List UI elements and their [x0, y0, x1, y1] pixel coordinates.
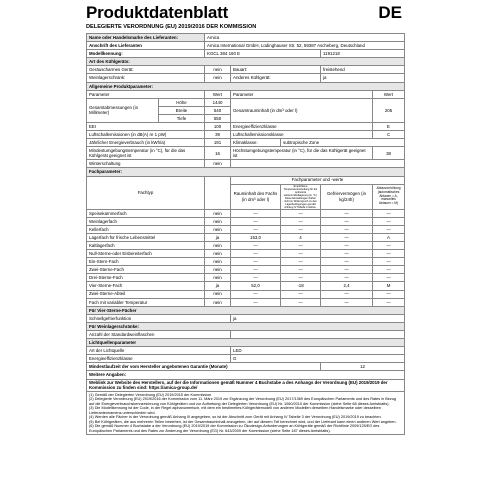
energy-class-value: E: [373, 123, 405, 131]
light-class-value: G: [231, 355, 405, 363]
light-type-row: [87, 347, 405, 355]
compartment-row: [87, 225, 405, 233]
energy-row: [87, 139, 405, 147]
compartment-row: [87, 258, 405, 266]
compartments-section: [87, 168, 405, 176]
general-section: [87, 82, 405, 90]
compartment-name: Null-Sterne-oder Eisbereiterfach: [87, 250, 205, 258]
warranty-value: 12: [321, 363, 405, 371]
compartment-defrost: —: [373, 241, 405, 249]
footnote: (6) Die gemäß Nummer 4 Buchstabe a der Verordnung (EU) 2019/2019 der Kommission zu Ökodesign-Anforderungen an Kühlgeräte gemäß der Richtlinie 2009/125/EG des Europäischen Parlaments und des Rates zur Änderung der Verordnung (EG) Nr. 643/2009 der Kommission (siehe Seite 187 dieses Amtsblatts).: [89, 424, 380, 433]
light-heading: Lichtquellenparameter: [87, 339, 405, 347]
compartment-volume: —: [231, 266, 281, 274]
compartment-present: nein: [205, 217, 231, 225]
compartment-volume: —: [231, 209, 281, 217]
footnote: (5) Bei Kühlgeräten, die aus mehreren Teilen bestehen, ist der Gesamtrauminhalt anzugeben, der auf diesem Teil berechnet wird, und der Lieferant kann einen anderen Wert angeben.: [89, 419, 397, 424]
quick-freeze-label: Schnellgefrierfunktion: [87, 314, 231, 322]
compartment-row: [87, 217, 405, 225]
compartment-freeze: —: [321, 225, 373, 233]
compartment-defrost: —: [373, 217, 405, 225]
other-value: ja: [321, 74, 405, 82]
compartment-row: [87, 233, 405, 241]
compartment-freeze: —: [321, 298, 373, 306]
noise-class-value: C: [373, 131, 405, 139]
depth-label: Tiefe: [159, 114, 205, 122]
noise-row: [87, 131, 405, 139]
climate-value: subtropische Zone: [281, 139, 405, 147]
depth-value: 550: [205, 114, 231, 122]
compartments-group-row: [87, 176, 405, 184]
compartment-name: Ein-Stern-Fach: [87, 258, 205, 266]
climate-label: Klimaklasse:: [231, 139, 281, 147]
col-volume-header: Rauminhalt des Fachs (in dm³ oder l): [231, 184, 281, 209]
blank-cell: [231, 160, 405, 168]
compartment-temp: —: [281, 298, 321, 306]
col-defrost-header: Abtauvorrichtung (automatisches Abtauen = A, manuelles Abtauen = M): [373, 184, 405, 209]
volume-label: Gesamtrauminhalt (in dm³ oder l): [231, 98, 373, 122]
brand-value: Amica: [205, 34, 405, 42]
compartment-freeze: —: [321, 266, 373, 274]
compartment-name: Zwei-Sterne-Abteil: [87, 290, 205, 298]
param-header-2: Parameter: [231, 90, 373, 98]
compartment-temp: —: [281, 274, 321, 282]
compartment-row: [87, 241, 405, 249]
extra-row: [87, 371, 405, 379]
quiet-value: nein: [205, 66, 231, 74]
compartment-volume: —: [231, 217, 281, 225]
compartment-name: Lagerfach für frische Lebensmittel: [87, 233, 205, 241]
footnotes: [87, 391, 405, 435]
height-row: [87, 98, 405, 106]
winter-value: nein: [205, 160, 231, 168]
footnote: (4) Werden alle Fächer in der Verordnung gemäß Anhang III angegeben, so ist der Abschnitt zum Gerät mit Anhang IV Tabelle 3 der Verordnung (EU) 2019/2019 zu beachten.: [89, 415, 382, 420]
quick-freeze-value: ja: [231, 314, 405, 322]
page-title: Produktdatenblatt: [86, 3, 229, 22]
warranty-label: Mindestlaufzeit der vom Hersteller angebotenen Garantie (Monate): [87, 363, 321, 371]
weblink-row: [87, 379, 405, 391]
compartment-defrost: —: [373, 298, 405, 306]
compartment-name: Drei-Sterne-Fach: [87, 274, 205, 282]
compartment-volume: 52,0: [231, 282, 281, 290]
compartment-defrost: —: [373, 266, 405, 274]
compartment-volume: —: [231, 298, 281, 306]
compartment-row: [87, 282, 405, 290]
compartment-row: [87, 250, 405, 258]
supplier-brand-row: [87, 34, 405, 42]
blank-cell: [205, 176, 231, 209]
value-header-2: Wert: [373, 90, 405, 98]
compartment-freeze: —: [321, 258, 373, 266]
compartment-present: ja: [205, 233, 231, 241]
compartment-name: Kaltlagerfach: [87, 241, 205, 249]
compartment-defrost: —: [373, 250, 405, 258]
winter-row: [87, 160, 405, 168]
language-code: DE: [378, 3, 402, 22]
address-value: Amica International GmbH, Lüdinghauser Str. 52, 59387 Ascheberg, Deutschland: [205, 42, 405, 50]
other-label: Anderes Kühlgerät:: [231, 74, 321, 82]
title-bar: [86, 4, 404, 24]
device-type-heading: Art des Kühlgeräts:: [87, 58, 405, 66]
model-number: 1191218: [321, 50, 405, 58]
product-data-sheet: [86, 4, 404, 435]
device-type-section: [87, 58, 405, 66]
four-star-heading: Für Vier-Sterne-Fächer: [87, 306, 405, 314]
compartment-temp: —: [281, 290, 321, 298]
quiet-label: Geräuscharmes Gerät:: [87, 66, 205, 74]
compartment-row: [87, 274, 405, 282]
compartment-defrost: —: [373, 258, 405, 266]
energy-class-label: Energieeffizienzklasse: [231, 123, 373, 131]
four-star-section: [87, 306, 405, 314]
height-value: 1440: [205, 98, 231, 106]
compartment-temp: —: [281, 266, 321, 274]
compartment-temp: —: [281, 250, 321, 258]
wine-bottles-row: [87, 331, 405, 339]
compartment-defrost: M: [373, 282, 405, 290]
winter-label: Winterschaltung: [87, 160, 205, 168]
light-class-label: Energieeffizienzklasse: [87, 355, 231, 363]
compartment-freeze: —: [321, 241, 373, 249]
compartment-name: Zwei-Sterne-Fach: [87, 266, 205, 274]
compartment-volume: —: [231, 241, 281, 249]
light-type-label: Art der Lichtquelle: [87, 347, 231, 355]
compartment-defrost: —: [373, 274, 405, 282]
value-header: Wert: [205, 90, 231, 98]
compartment-row: [87, 298, 405, 306]
compartment-present: nein: [205, 209, 231, 217]
brand-label: Name oder Handelsmarke des Lieferanten:: [87, 34, 205, 42]
compartment-temp: 4: [281, 233, 321, 241]
compartment-volume: —: [231, 274, 281, 282]
compartment-freeze: —: [321, 250, 373, 258]
compartment-row: [87, 209, 405, 217]
wine-heading: Für Weinlagerschränke:: [87, 322, 405, 330]
noise-class-label: Luftschallemissionsklasse: [231, 131, 373, 139]
eei-label: EEI: [87, 123, 205, 131]
compartment-volume: —: [231, 225, 281, 233]
col-freeze-header: Gefriervermögen (in kg/24h): [321, 184, 373, 209]
volume-value: 205: [373, 98, 405, 122]
wine-value: nein: [205, 74, 231, 82]
address-label: Anschrift des Lieferanten: [87, 42, 205, 50]
dims-label: Gesamtabmessungen (in Millimeter): [87, 98, 159, 122]
compartment-defrost: —: [373, 225, 405, 233]
compartment-present: nein: [205, 298, 231, 306]
compartment-present: nein: [205, 241, 231, 249]
noise-value: 39: [205, 131, 231, 139]
quick-freeze-row: [87, 314, 405, 322]
compartment-volume: 153,0: [231, 233, 281, 241]
param-header: Parameter: [87, 90, 205, 98]
footnote: (3) Die Modellkennung ist der Code, in der Regel alphanumerisch, mit dem ein bestimmtes Kühlgerätemodell von anderen Modellen derselben Handelsmarke oder desselben Lieferantennamens unterschieden wird.: [89, 406, 381, 415]
compartment-defrost: —: [373, 290, 405, 298]
general-header-row: [87, 90, 405, 98]
compartment-defrost: —: [373, 209, 405, 217]
col-type-header: Fachtyp: [87, 176, 205, 209]
footnote: (1) Gemäß der Delegierten Verordnung (EU) 2019/2015 der Kommission: [89, 392, 212, 397]
design-label: Bauart:: [231, 66, 321, 74]
compartment-temp: —: [281, 258, 321, 266]
supplier-address-row: [87, 42, 405, 50]
col-temp-header: Empfohlene Temperatureinstellung für die optimierte Lebensmittellagerung (in °C). Diese Einstellungen dürfen nicht im Widerspruch zu den Lagerbedingungen gemäß Anhang IV Tabelle 3 stehen.: [281, 184, 321, 209]
compartment-row: [87, 266, 405, 274]
wine-section: [87, 322, 405, 330]
wine-row: [87, 74, 405, 82]
energy-value: 191: [205, 139, 231, 147]
max-temp-label: Höchstumgebungstemperatur (in °C), für die das Kühlgerät geeignet ist: [231, 147, 373, 160]
compartment-row: [87, 290, 405, 298]
compartment-present: ja: [205, 282, 231, 290]
min-temp-value: 16: [205, 147, 231, 160]
compartment-freeze: —: [321, 290, 373, 298]
extra-label: Weitere Angaben:: [87, 371, 405, 379]
compartment-temp: —: [281, 209, 321, 217]
model-value: KGCL 384 160 E: [205, 50, 321, 58]
compartment-freeze: —: [321, 274, 373, 282]
compartment-temp: —: [281, 217, 321, 225]
compartment-name: Weinlagerfach: [87, 217, 205, 225]
weblink-text: Weblink zur Website des Herstellers, auf der die Informationen gemäß Nummer 4 Buchstabe a des Anhangs der Verordnung (EU) 2019/2019 der Kommission zu finden sind: https://amica-group.de/: [87, 379, 405, 391]
compartment-defrost: A: [373, 233, 405, 241]
light-class-row: [87, 355, 405, 363]
compartment-freeze: 2,4: [321, 282, 373, 290]
quiet-row: [87, 66, 405, 74]
compartment-freeze: —: [321, 233, 373, 241]
compartment-temp: —: [281, 225, 321, 233]
eei-row: [87, 123, 405, 131]
compartment-present: nein: [205, 266, 231, 274]
wine-bottles-label: Anzahl der Standardweinflaschen: [87, 331, 231, 339]
compartment-present: nein: [205, 225, 231, 233]
compartments-heading: Fachparameter:: [87, 168, 405, 176]
min-temp-label: Mindestumgebungstemperatur (in °C), für die das Kühlgerät geeignet ist: [87, 147, 205, 160]
compartment-volume: —: [231, 250, 281, 258]
model-label: Modellkennung:: [87, 50, 205, 58]
light-type-value: LED: [231, 347, 405, 355]
compartment-volume: —: [231, 258, 281, 266]
max-temp-value: 38: [373, 147, 405, 160]
compartment-present: nein: [205, 290, 231, 298]
width-label: Breite: [159, 106, 205, 114]
compartment-name: Kellerfach: [87, 225, 205, 233]
compartment-volume: —: [231, 290, 281, 298]
compartment-name: Fach mit variabler Temperatur: [87, 298, 205, 306]
compartment-freeze: —: [321, 217, 373, 225]
temp-row: [87, 147, 405, 160]
noise-label: Luftschallemissionen (in dB(A) re 1 pW): [87, 131, 205, 139]
compartment-temp: —: [281, 241, 321, 249]
footnotes-row: [87, 391, 405, 435]
compartment-name: Speisekammerfach: [87, 209, 205, 217]
design-value: freistehend: [321, 66, 405, 74]
energy-label: Jährlicher Energieverbrauch (in kWh/a): [87, 139, 205, 147]
compartment-temp: -18: [281, 282, 321, 290]
compartment-present: nein: [205, 274, 231, 282]
compartment-freeze: —: [321, 209, 373, 217]
compartment-present: nein: [205, 250, 231, 258]
eei-value: 100: [205, 123, 231, 131]
model-row: [87, 50, 405, 58]
general-heading: Allgemeine Produktparameter:: [87, 82, 405, 90]
main-data-table: [86, 33, 405, 435]
warranty-row: [87, 363, 405, 371]
light-section: [87, 339, 405, 347]
regulation-subtitle: DELEGIERTE VERORDNUNG (EU) 2019/2016 DER KOMMISSION: [86, 24, 257, 30]
compartment-present: nein: [205, 258, 231, 266]
wine-label: Weinlagerschrank:: [87, 74, 205, 82]
group-header: Fachparameter und -werte: [231, 176, 405, 184]
wine-bottles-value: [231, 331, 405, 339]
height-label: Höhe: [159, 98, 205, 106]
footnote: (2) Delegierte Verordnung (EU) 2019/2016 der Kommission vom 11. März 2019 zur Ergänzung der Verordnung (EU) 2017/1369 des Europäischen Parlaments und des Rates in Bezug auf die Energieverbrauchskennzeichnung von Kühlgeräten und zur Aufhebung der Delegierten Verordnung (EU) Nr. 1060/2010 der Kommission (siehe Seite 68 dieses Amtsblatts).: [89, 397, 397, 406]
compartment-name: Vier-Sterne-Fach: [87, 282, 205, 290]
width-value: 540: [205, 106, 231, 114]
